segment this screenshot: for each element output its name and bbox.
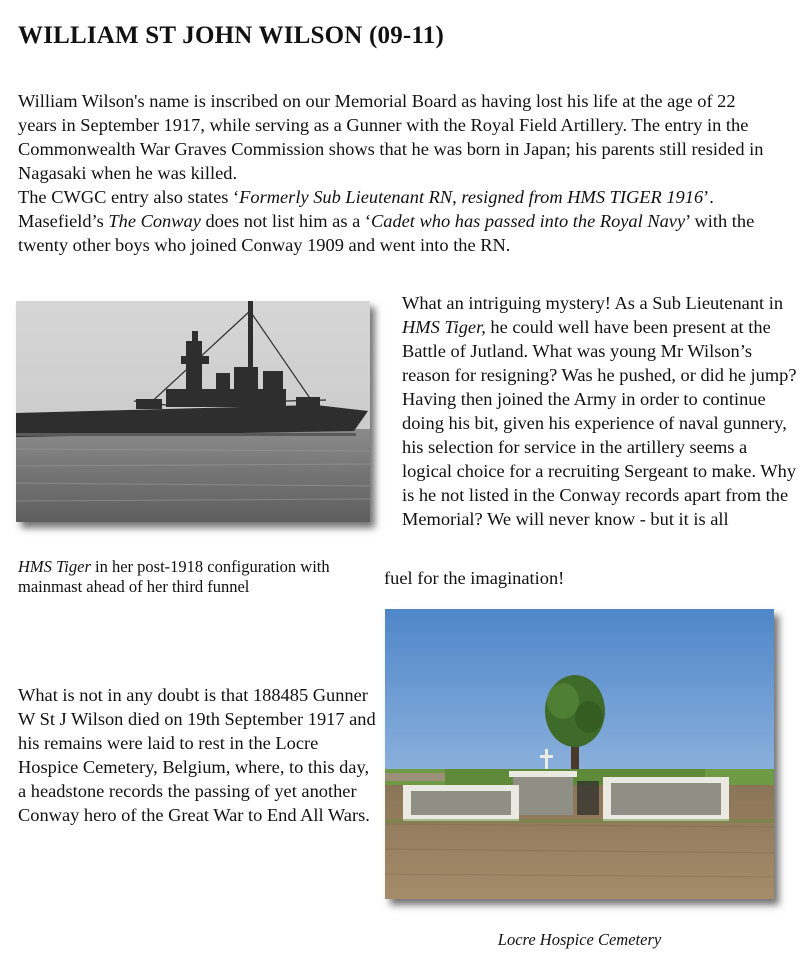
book-title-italic: The Conway xyxy=(108,211,201,231)
caption-rest: in her post-1918 configuration with mainmast ahead of her third funnel xyxy=(18,557,330,596)
cemetery-caption: Locre Hospice Cemetery xyxy=(497,930,662,949)
hms-tiger-image xyxy=(16,301,370,522)
cwgc-text-2: ’. Masefield’s xyxy=(18,187,714,231)
cwgc-text-1: The CWGC entry also states ‘ xyxy=(18,187,240,207)
ship-name-italic: HMS Tiger, xyxy=(402,317,486,337)
ship-name-italic: HMS Tiger xyxy=(18,557,91,576)
mystery-text-2: he could well have been present at the Battle of Jutland. What was young Mr Wilson’s reason for resigning? Was he pushed, or did he jump? Having then joined the Army in order to continue doing his bit, given his experience of naval gunnery, his selection for service in the artillery seems a logical choice for a recruiting Sergeant to make. Why is he not listed in the Conway records apart from the Memorial? We will never know - but it is all xyxy=(402,317,797,529)
mystery-paragraph xyxy=(402,291,797,531)
mystery-text-1: What an intriguing mystery! As a Sub Lieutenant in xyxy=(402,293,784,313)
cwgc-text-4: ’ with the twenty other boys who joined Conway 1909 and went into the RN. xyxy=(18,211,755,255)
cwgc-quote-italic: Formerly Sub Lieutenant RN, resigned from HMS TIGER 1916 xyxy=(239,187,704,207)
cwgc-paragraph xyxy=(18,185,788,257)
intro-paragraph: William Wilson's name is inscribed on our Memorial Board as having lost his life at the age of 22 years in September 1917, while serving as a Gunner with the Royal Field Artillery. The entry in the Commonwealth War Graves Commission shows that he was born in Japan; his parents still resided in Nagasaki when he was killed. xyxy=(18,91,764,183)
cwgc-text-3: does not list him as a ‘ xyxy=(200,211,371,231)
locre-cemetery-image xyxy=(385,609,774,899)
locre-cemetery-photo xyxy=(385,609,774,899)
cadet-quote-italic: Cadet who has passed into the Royal Navy xyxy=(370,211,686,231)
hms-tiger-caption xyxy=(18,557,378,597)
hms-tiger-photo xyxy=(16,301,370,522)
burial-paragraph: What is not in any doubt is that 188485 Gunner W St J Wilson died on 19th September 1917 and his remains were laid to rest in the Locre Hospice Cemetery, Belgium, where, to this day, a headstone records the passing of yet another Conway hero of the Great War to End All Wars. xyxy=(18,685,376,825)
mystery-paragraph-tail: fuel for the imagination! xyxy=(384,568,565,588)
page-title: WILLIAM ST JOHN WILSON (09-11) xyxy=(18,22,444,49)
